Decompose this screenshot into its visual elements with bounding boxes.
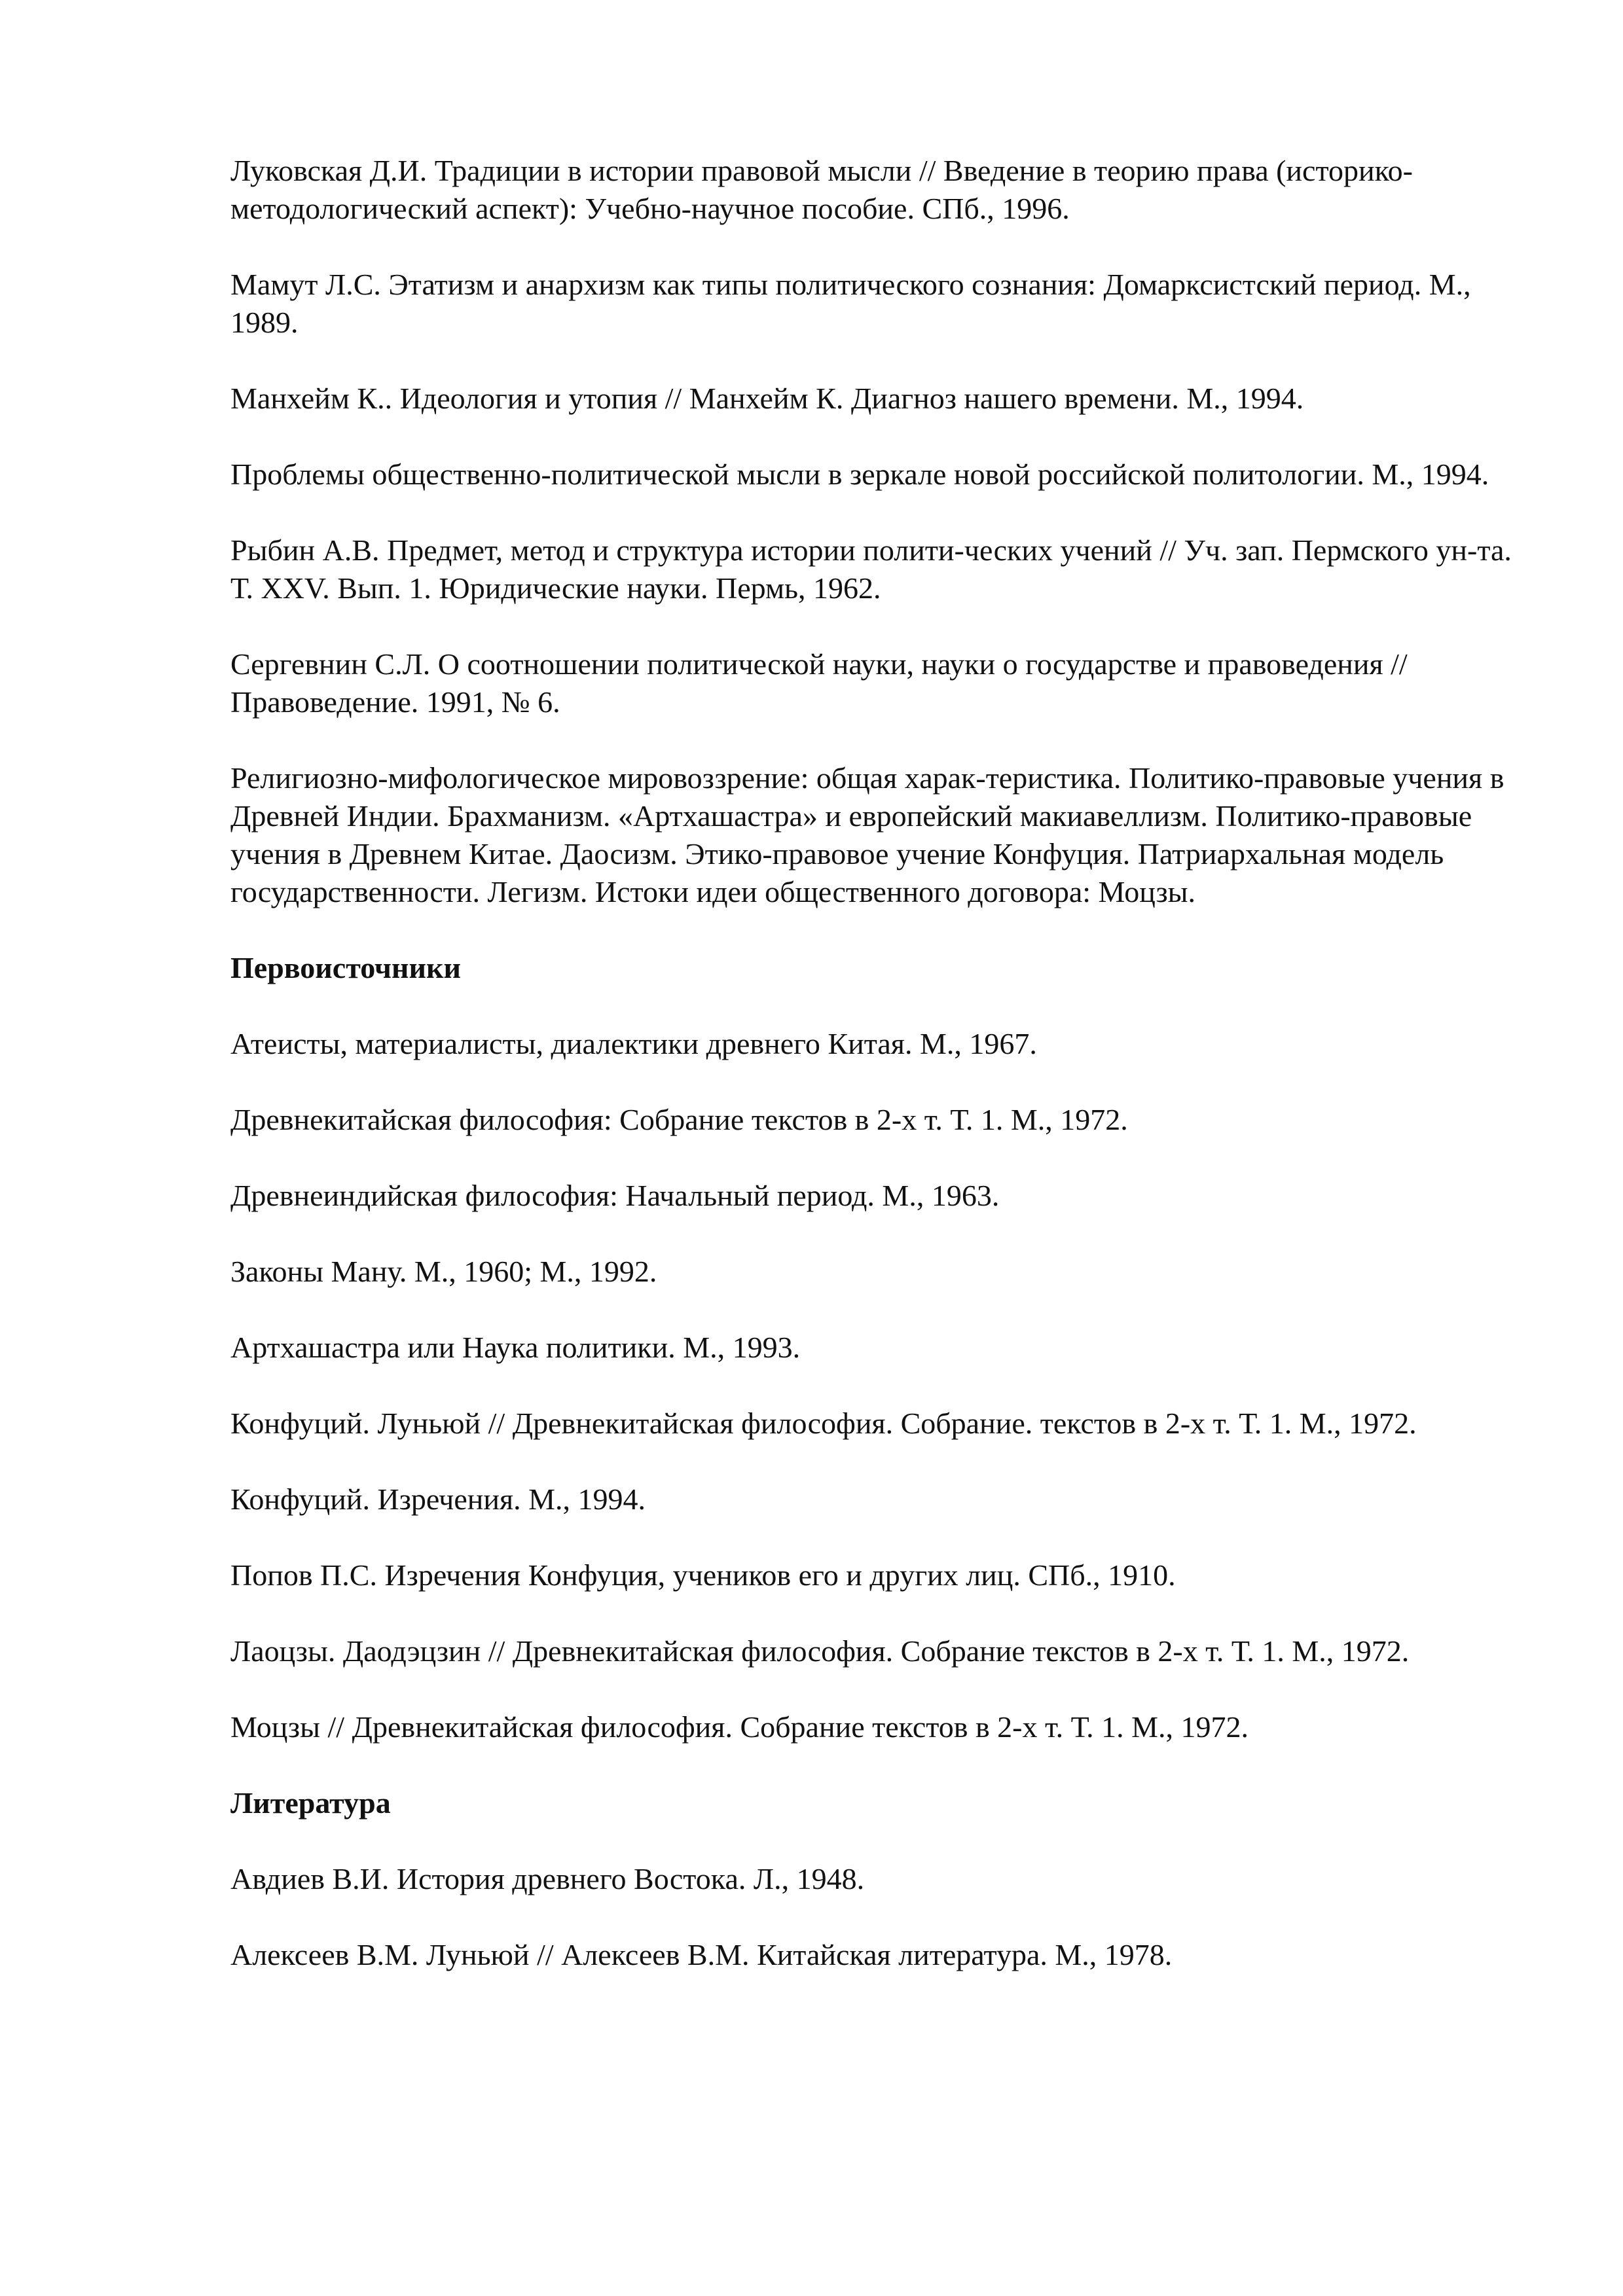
primary-source-entry: Конфуций. Изречения. М., 1994. [230, 1482, 646, 1516]
primary-source-entry: Артхашастра или Наука политики. М., 1993. [230, 1331, 801, 1364]
primary-source-entry: Конфуций. Луньюй // Древнекитайская философия. Собрание. текстов в 2-х т. Т. 1. М., 1972. [230, 1407, 1417, 1440]
primary-source-entry: Попов П.С. Изречения Конфуция, учеников его и других лиц. СПб., 1910. [230, 1558, 1176, 1592]
primary-source-entry: Древнеиндийская философия: Начальный период. М., 1963. [230, 1179, 1000, 1212]
section-heading-literature: Литература [230, 1786, 391, 1820]
bibliography-entry: Сергевнин С.Л. О соотношении политической науки, науки о государстве и правоведения // Правоведение. 1991, № 6. [230, 647, 1408, 719]
bibliography-entry: Луковская Д.И. Традиции в истории правовой мысли // Введение в теорию права (историко-методологический аспект): Учебно-научное пособие. СПб., 1996. [230, 154, 1413, 225]
topic-paragraph: Религиозно-мифологическое мировоззрение: общая харак-теристика. Политико-правовые учения в Древней Индии. Брахманизм. «Артхашастра» и европейский макиавеллизм. Политико-правовые учения в Древнем Китае. Даосизм. Этико-правовое учение Конфуция. Патриархальная модель государственности. Легизм. Истоки идеи общественного договора: Моцзы. [230, 761, 1504, 908]
bibliography-entry: Рыбин А.В. Предмет, метод и структура истории полити-ческих учений // Уч. зап. Пермского ун-та. Т. XXV. Вып. 1. Юридические науки. Пермь, 1962. [230, 533, 1512, 605]
primary-source-entry: Древнекитайская философия: Собрание текстов в 2-х т. Т. 1. М., 1972. [230, 1103, 1128, 1136]
literature-entry: Авдиев В.И. История древнего Востока. Л., 1948. [230, 1862, 865, 1895]
primary-source-entry: Атеисты, материалисты, диалектики древнего Китая. М., 1967. [230, 1027, 1037, 1060]
primary-source-entry: Моцзы // Древнекитайская философия. Собрание текстов в 2-х т. Т. 1. М., 1972. [230, 1710, 1249, 1744]
document-page [230, 152, 1527, 2012]
primary-source-entry: Законы Ману. М., 1960; М., 1992. [230, 1255, 657, 1288]
literature-entry: Алексеев В.М. Луньюй // Алексеев В.М. Китайская литература. М., 1978. [230, 1938, 1173, 1971]
bibliography-entry: Проблемы общественно-политической мысли в зеркале новой российской политологии. М., 1994. [230, 457, 1489, 491]
bibliography-entry: Манхейм К.. Идеология и утопия // Манхейм К. Диагноз нашего времени. М., 1994. [230, 382, 1304, 415]
section-heading-primary-sources: Первоисточники [230, 951, 461, 984]
bibliography-entry: Мамут Л.С. Этатизм и анархизм как типы политического сознания: Домарксистский период. М., 1989. [230, 268, 1471, 339]
primary-source-entry: Лаоцзы. Даодэцзин // Древнекитайская философия. Собрание текстов в 2-х т. Т. 1. М., 1972. [230, 1634, 1410, 1668]
